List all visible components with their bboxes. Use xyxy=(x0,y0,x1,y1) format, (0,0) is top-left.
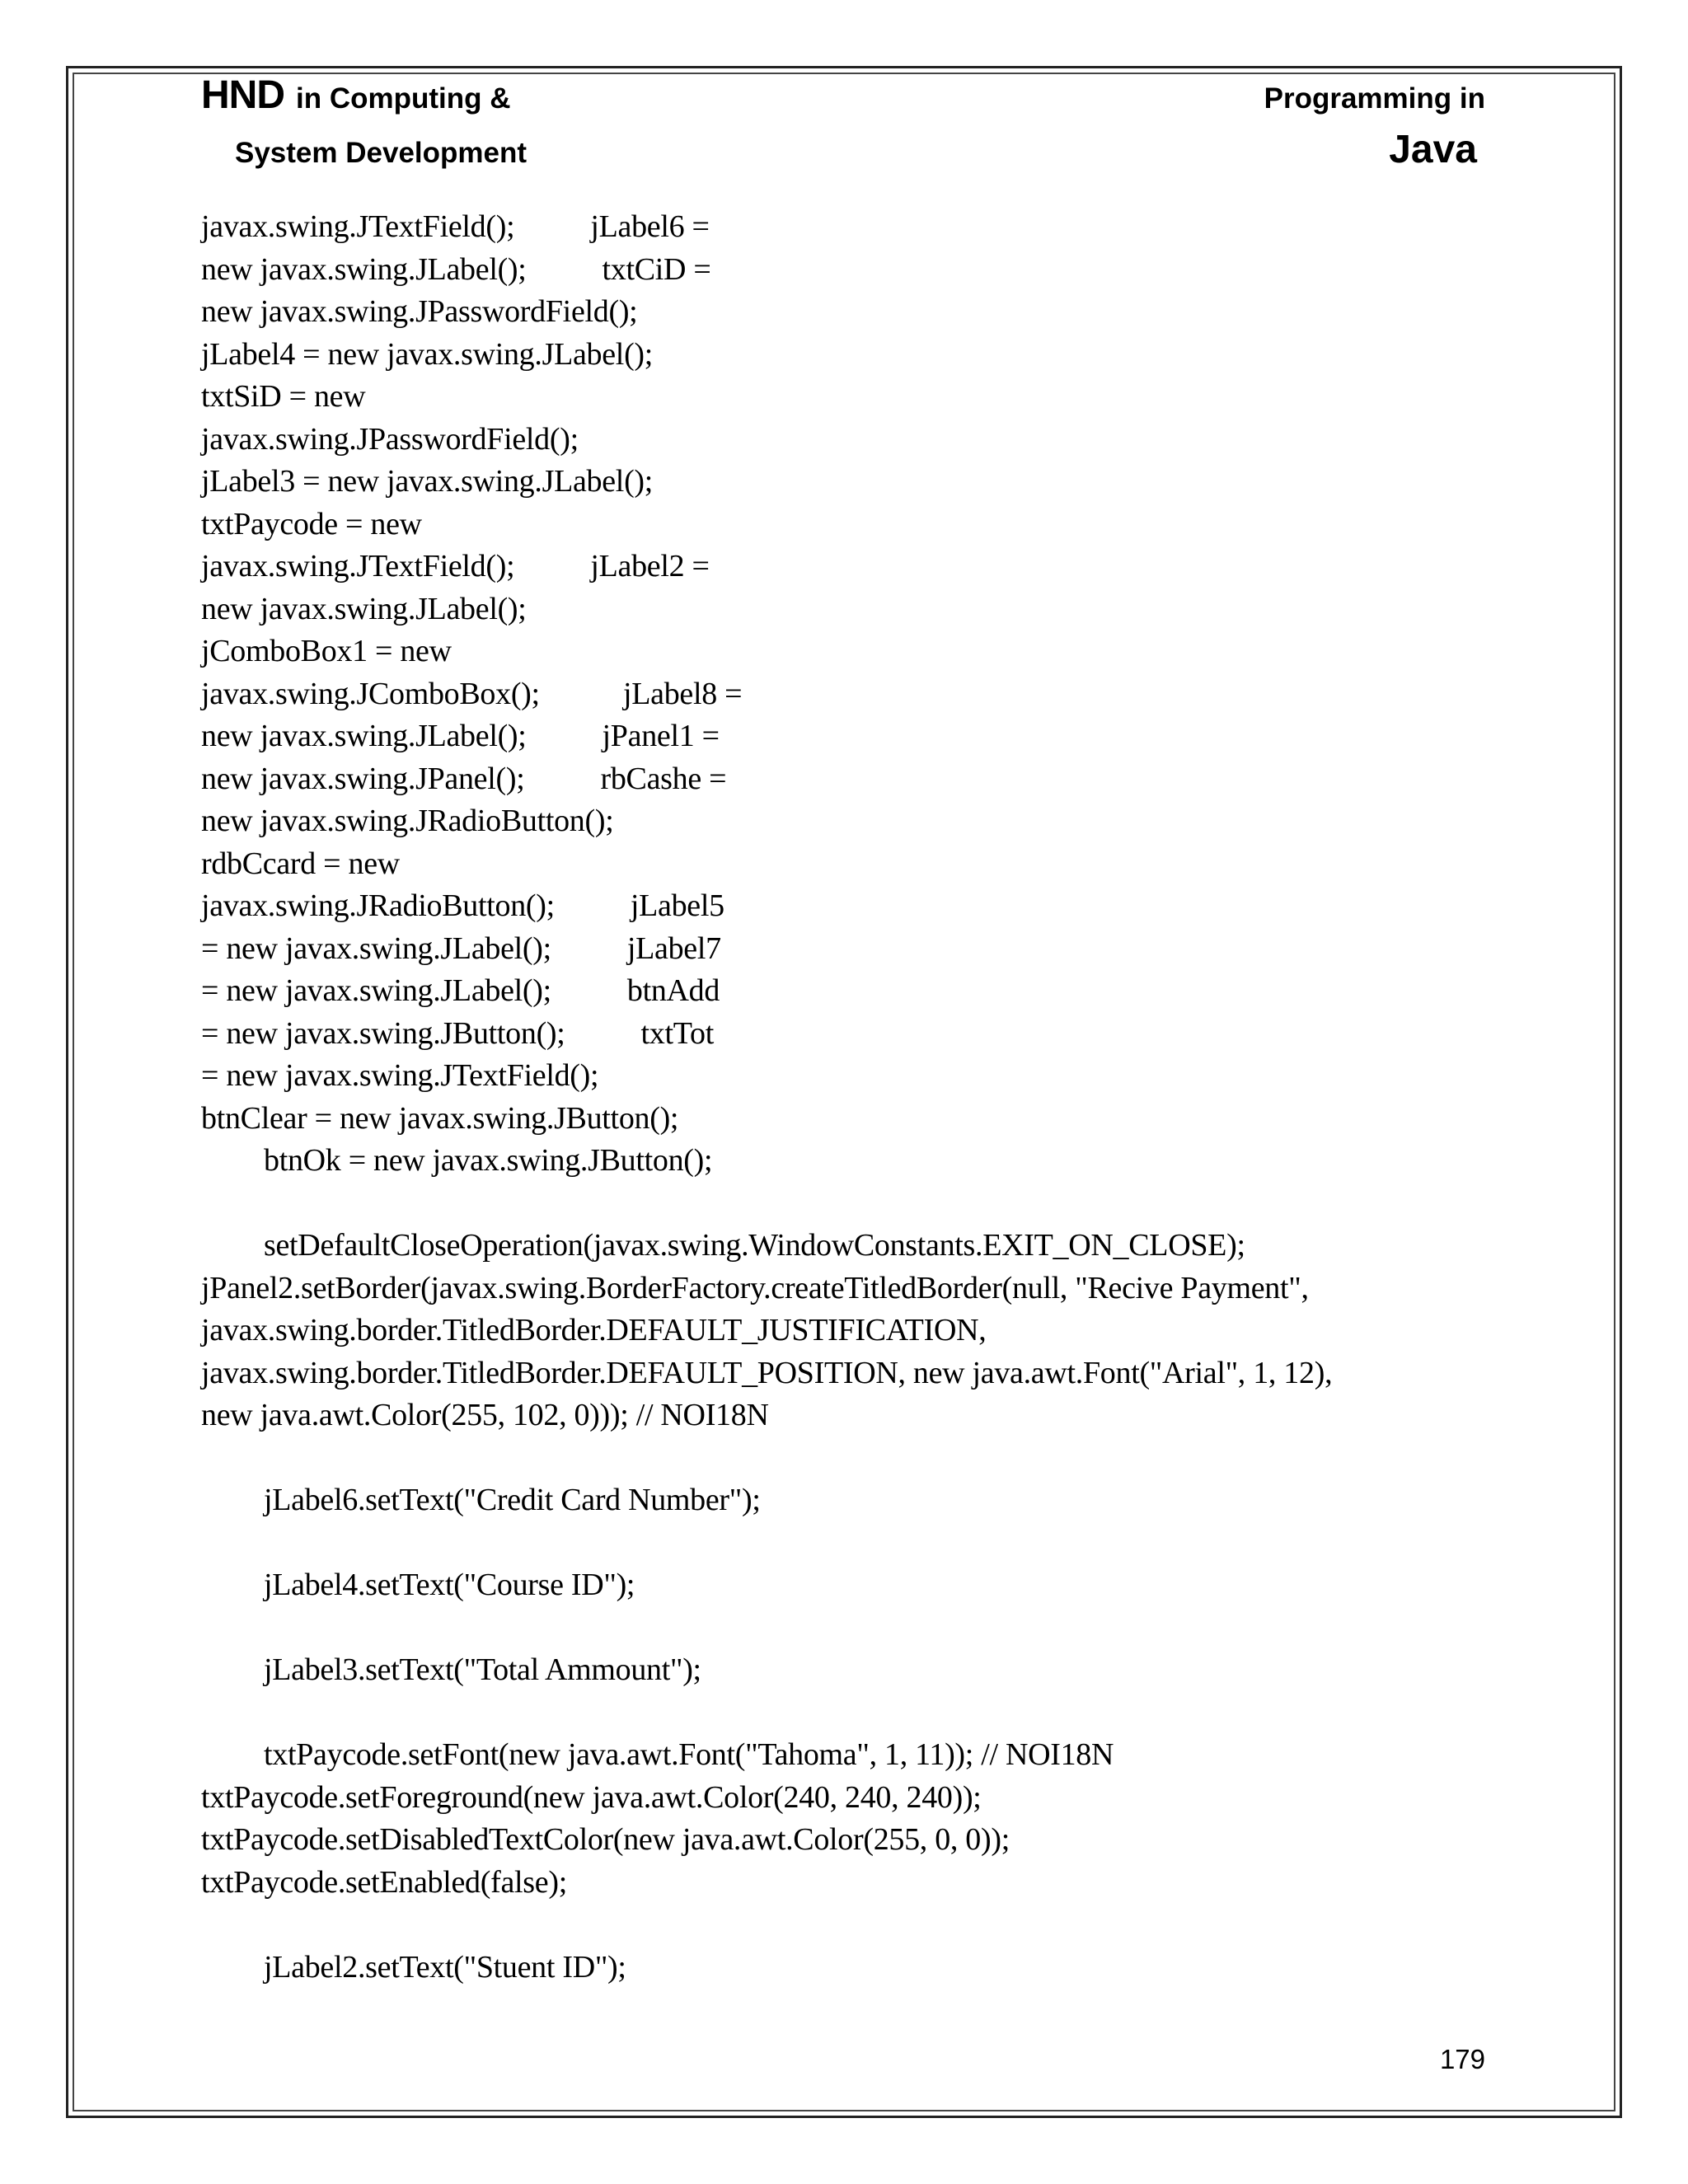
code-line: txtSiD = new xyxy=(201,379,366,414)
code-line: jLabel4.setText("Course ID"); xyxy=(264,1568,635,1602)
code-line: = new javax.swing.JButton(); txtTot xyxy=(201,1015,714,1051)
blank-line xyxy=(201,1904,1487,1947)
code-line: = new javax.swing.JTextField(); xyxy=(201,1058,599,1093)
code-line: rdbCcard = new xyxy=(201,846,400,881)
code-line: jLabel6.setText("Credit Card Number"); xyxy=(264,1483,761,1517)
code-line: jPanel2.setBorder(javax.swing.BorderFactory.createTitledBorder(null, "Recive Payment", xyxy=(201,1270,1309,1305)
code-line: new javax.swing.JPanel(); rbCashe = xyxy=(201,761,727,796)
code-line: txtPaycode.setForeground(new java.awt.Color(240, 240, 240)); xyxy=(201,1779,982,1815)
code-line: = new javax.swing.JLabel(); jLabel7 xyxy=(201,930,721,966)
code-line: txtPaycode.setFont(new java.awt.Font("Tahoma", 1, 11)); // NOI18N xyxy=(264,1737,1114,1772)
page-number: 179 xyxy=(1439,2044,1485,2074)
code-line: txtPaycode = new xyxy=(201,506,422,541)
code-line: new javax.swing.JPasswordField(); xyxy=(201,294,638,329)
code-line: javax.swing.JTextField(); jLabel6 = xyxy=(201,209,710,244)
header-in-computing: in Computing & xyxy=(296,82,511,115)
header-java: Java xyxy=(1389,128,1477,171)
header-hnd: HND xyxy=(201,73,284,117)
code-line: jLabel3.setText("Total Ammount"); xyxy=(264,1652,701,1687)
code-line: new java.awt.Color(255, 102, 0))); // NOI18N xyxy=(201,1398,769,1432)
header-system-development: System Development xyxy=(235,137,528,169)
code-line: jLabel4 = new javax.swing.JLabel(); xyxy=(201,336,654,372)
code-line: javax.swing.JTextField(); jLabel2 = xyxy=(201,549,710,583)
code-line: javax.swing.JRadioButton(); jLabel5 xyxy=(201,888,724,923)
code-listing xyxy=(201,206,1487,1989)
code-line: javax.swing.JComboBox(); jLabel8 = xyxy=(201,676,743,711)
code-line: javax.swing.border.TitledBorder.DEFAULT_JUSTIFICATION, xyxy=(201,1313,987,1347)
code-line: = new javax.swing.JLabel(); btnAdd xyxy=(201,973,720,1008)
code-line: btnOk = new javax.swing.JButton(); xyxy=(264,1143,713,1178)
code-line: new javax.swing.JLabel(); xyxy=(201,591,527,626)
code-line: txtPaycode.setEnabled(false); xyxy=(201,1864,567,1900)
code-line: jLabel3 = new javax.swing.JLabel(); xyxy=(201,464,654,499)
code-line: txtPaycode.setDisabledTextColor(new java.awt.Color(255, 0, 0)); xyxy=(201,1822,1010,1857)
code-line: new javax.swing.JLabel(); txtCiD = xyxy=(201,251,711,287)
header-programming-in: Programming in xyxy=(1264,82,1485,115)
blank-line xyxy=(201,1692,1487,1735)
code-line: btnClear = new javax.swing.JButton(); xyxy=(201,1100,679,1136)
header-course-title xyxy=(201,73,511,117)
blank-line xyxy=(201,1183,1487,1226)
blank-line xyxy=(201,1437,1487,1480)
code-line: javax.swing.JPasswordField(); xyxy=(201,421,579,457)
code-line: javax.swing.border.TitledBorder.DEFAULT_POSITION, new java.awt.Font("Arial", 1, 12), xyxy=(201,1355,1333,1390)
code-line: jLabel2.setText("Stuent ID"); xyxy=(264,1949,626,1985)
code-line: new javax.swing.JRadioButton(); xyxy=(201,804,614,838)
blank-line xyxy=(201,1607,1487,1650)
code-line: setDefaultCloseOperation(javax.swing.WindowConstants.EXIT_ON_CLOSE); xyxy=(264,1228,1245,1263)
blank-line xyxy=(201,1522,1487,1565)
code-line: jComboBox1 = new xyxy=(201,634,452,668)
code-line: new javax.swing.JLabel(); jPanel1 = xyxy=(201,719,720,753)
